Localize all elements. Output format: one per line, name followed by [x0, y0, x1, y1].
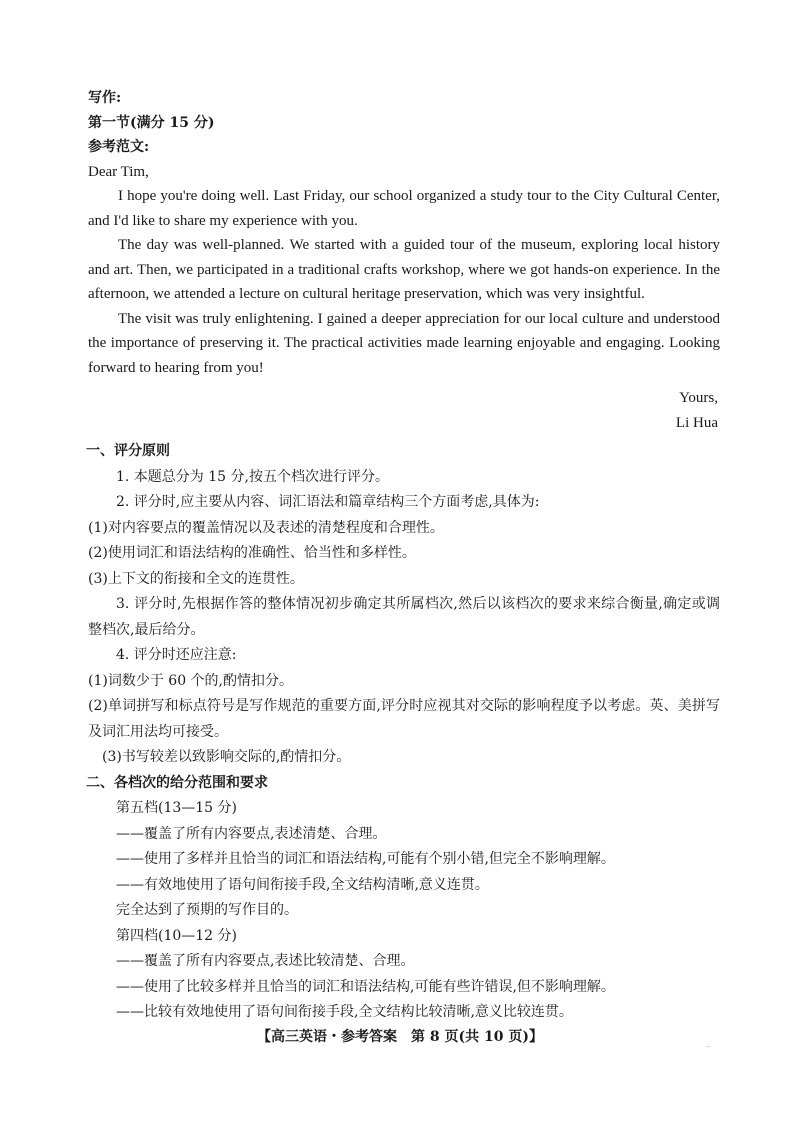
- principle-subitem: (1)对内容要点的覆盖情况以及表述的清楚程度和合理性。: [88, 519, 444, 536]
- principle-subitem: (3)书写较差以致影响交际的,酌情扣分。: [102, 749, 351, 765]
- answer-page: [88, 86, 720, 1026]
- sample-label: 参考范文:: [88, 139, 150, 155]
- principle-item: 1. 本题总分为 15 分,按五个档次进行评分。: [116, 468, 389, 485]
- letter-salutation: Dear Tim,: [88, 163, 149, 180]
- letter-signature: Li Hua: [675, 414, 718, 431]
- principle-item-4-title: 4. 评分时还应注意:: [116, 647, 237, 663]
- section-title: 第一节(满分 15 分): [88, 114, 215, 131]
- level-4-title: 第四档(10—12 分): [116, 927, 238, 944]
- principle-subitem: (3)上下文的衔接和全文的连贯性。: [88, 570, 304, 587]
- principles-heading: 一、评分原则: [86, 443, 170, 459]
- principle-item: 2. 评分时,应主要从内容、词汇语法和篇章结构三个方面考虑,具体为:: [116, 494, 540, 510]
- corner-mark: ..: [706, 1040, 712, 1049]
- letter-closing: Yours,: [679, 390, 718, 406]
- level-5-item: ——覆盖了所有内容要点,表述清楚、合理。: [116, 825, 387, 842]
- principle-subitem: (2)单词拼写和标点符号是写作规范的重要方面,评分时应视其对交际的影响程度予以考虑。英、美拼写及词汇用法均可接受。: [88, 698, 720, 740]
- letter-paragraph-1: I hope you're doing well. Last Friday, our school organized a study tour to the City Cultural Center, and I'd like to share my experience with you.: [88, 188, 720, 229]
- letter-paragraph-3: The visit was truly enlightening. I gained a deeper appreciation for our local culture and understood the importance of preserving it. The practical activities made learning enjoyable and engaging. Looking forward to hearing from you!: [88, 310, 720, 376]
- level-4-item: ——使用了比较多样并且恰当的词汇和语法结构,可能有些许错误,但不影响理解。: [116, 978, 615, 995]
- letter-paragraph-2: The day was well-planned. We started with a guided tour of the museum, exploring local history and art. Then, we participated in a traditional crafts workshop, where we got hands-on experience. In the afternoon, we attended a lecture on cultural heritage preservation, which was very insightful.: [88, 237, 720, 302]
- level-5-title: 第五档(13—15 分): [116, 800, 238, 816]
- levels-heading: 二、各档次的给分范围和要求: [86, 774, 268, 791]
- level-5-summary: 完全达到了预期的写作目的。: [116, 902, 298, 918]
- level-5-item: ——有效地使用了语句间衔接手段,全文结构清晰,意义连贯。: [116, 876, 489, 893]
- writing-heading: 写作:: [88, 90, 122, 106]
- principle-item-3: 3. 评分时,先根据作答的整体情况初步确定其所属档次,然后以该档次的要求来综合衡量,确定或调整档次,最后给分。: [88, 596, 720, 638]
- level-4-item: ——比较有效地使用了语句间衔接手段,全文结构比较清晰,意义比较连贯。: [116, 1004, 573, 1020]
- level-5-item: ——使用了多样并且恰当的词汇和语法结构,可能有个别小错,但完全不影响理解。: [116, 851, 615, 867]
- page-footer: 【高三英语・参考答案 第 8 页(共 10 页)】: [257, 1029, 543, 1045]
- principle-subitem: (1)词数少于 60 个的,酌情扣分。: [88, 672, 293, 689]
- level-4-item: ——覆盖了所有内容要点,表述比较清楚、合理。: [116, 953, 415, 969]
- principle-subitem: (2)使用词汇和语法结构的准确性、恰当性和多样性。: [88, 545, 416, 561]
